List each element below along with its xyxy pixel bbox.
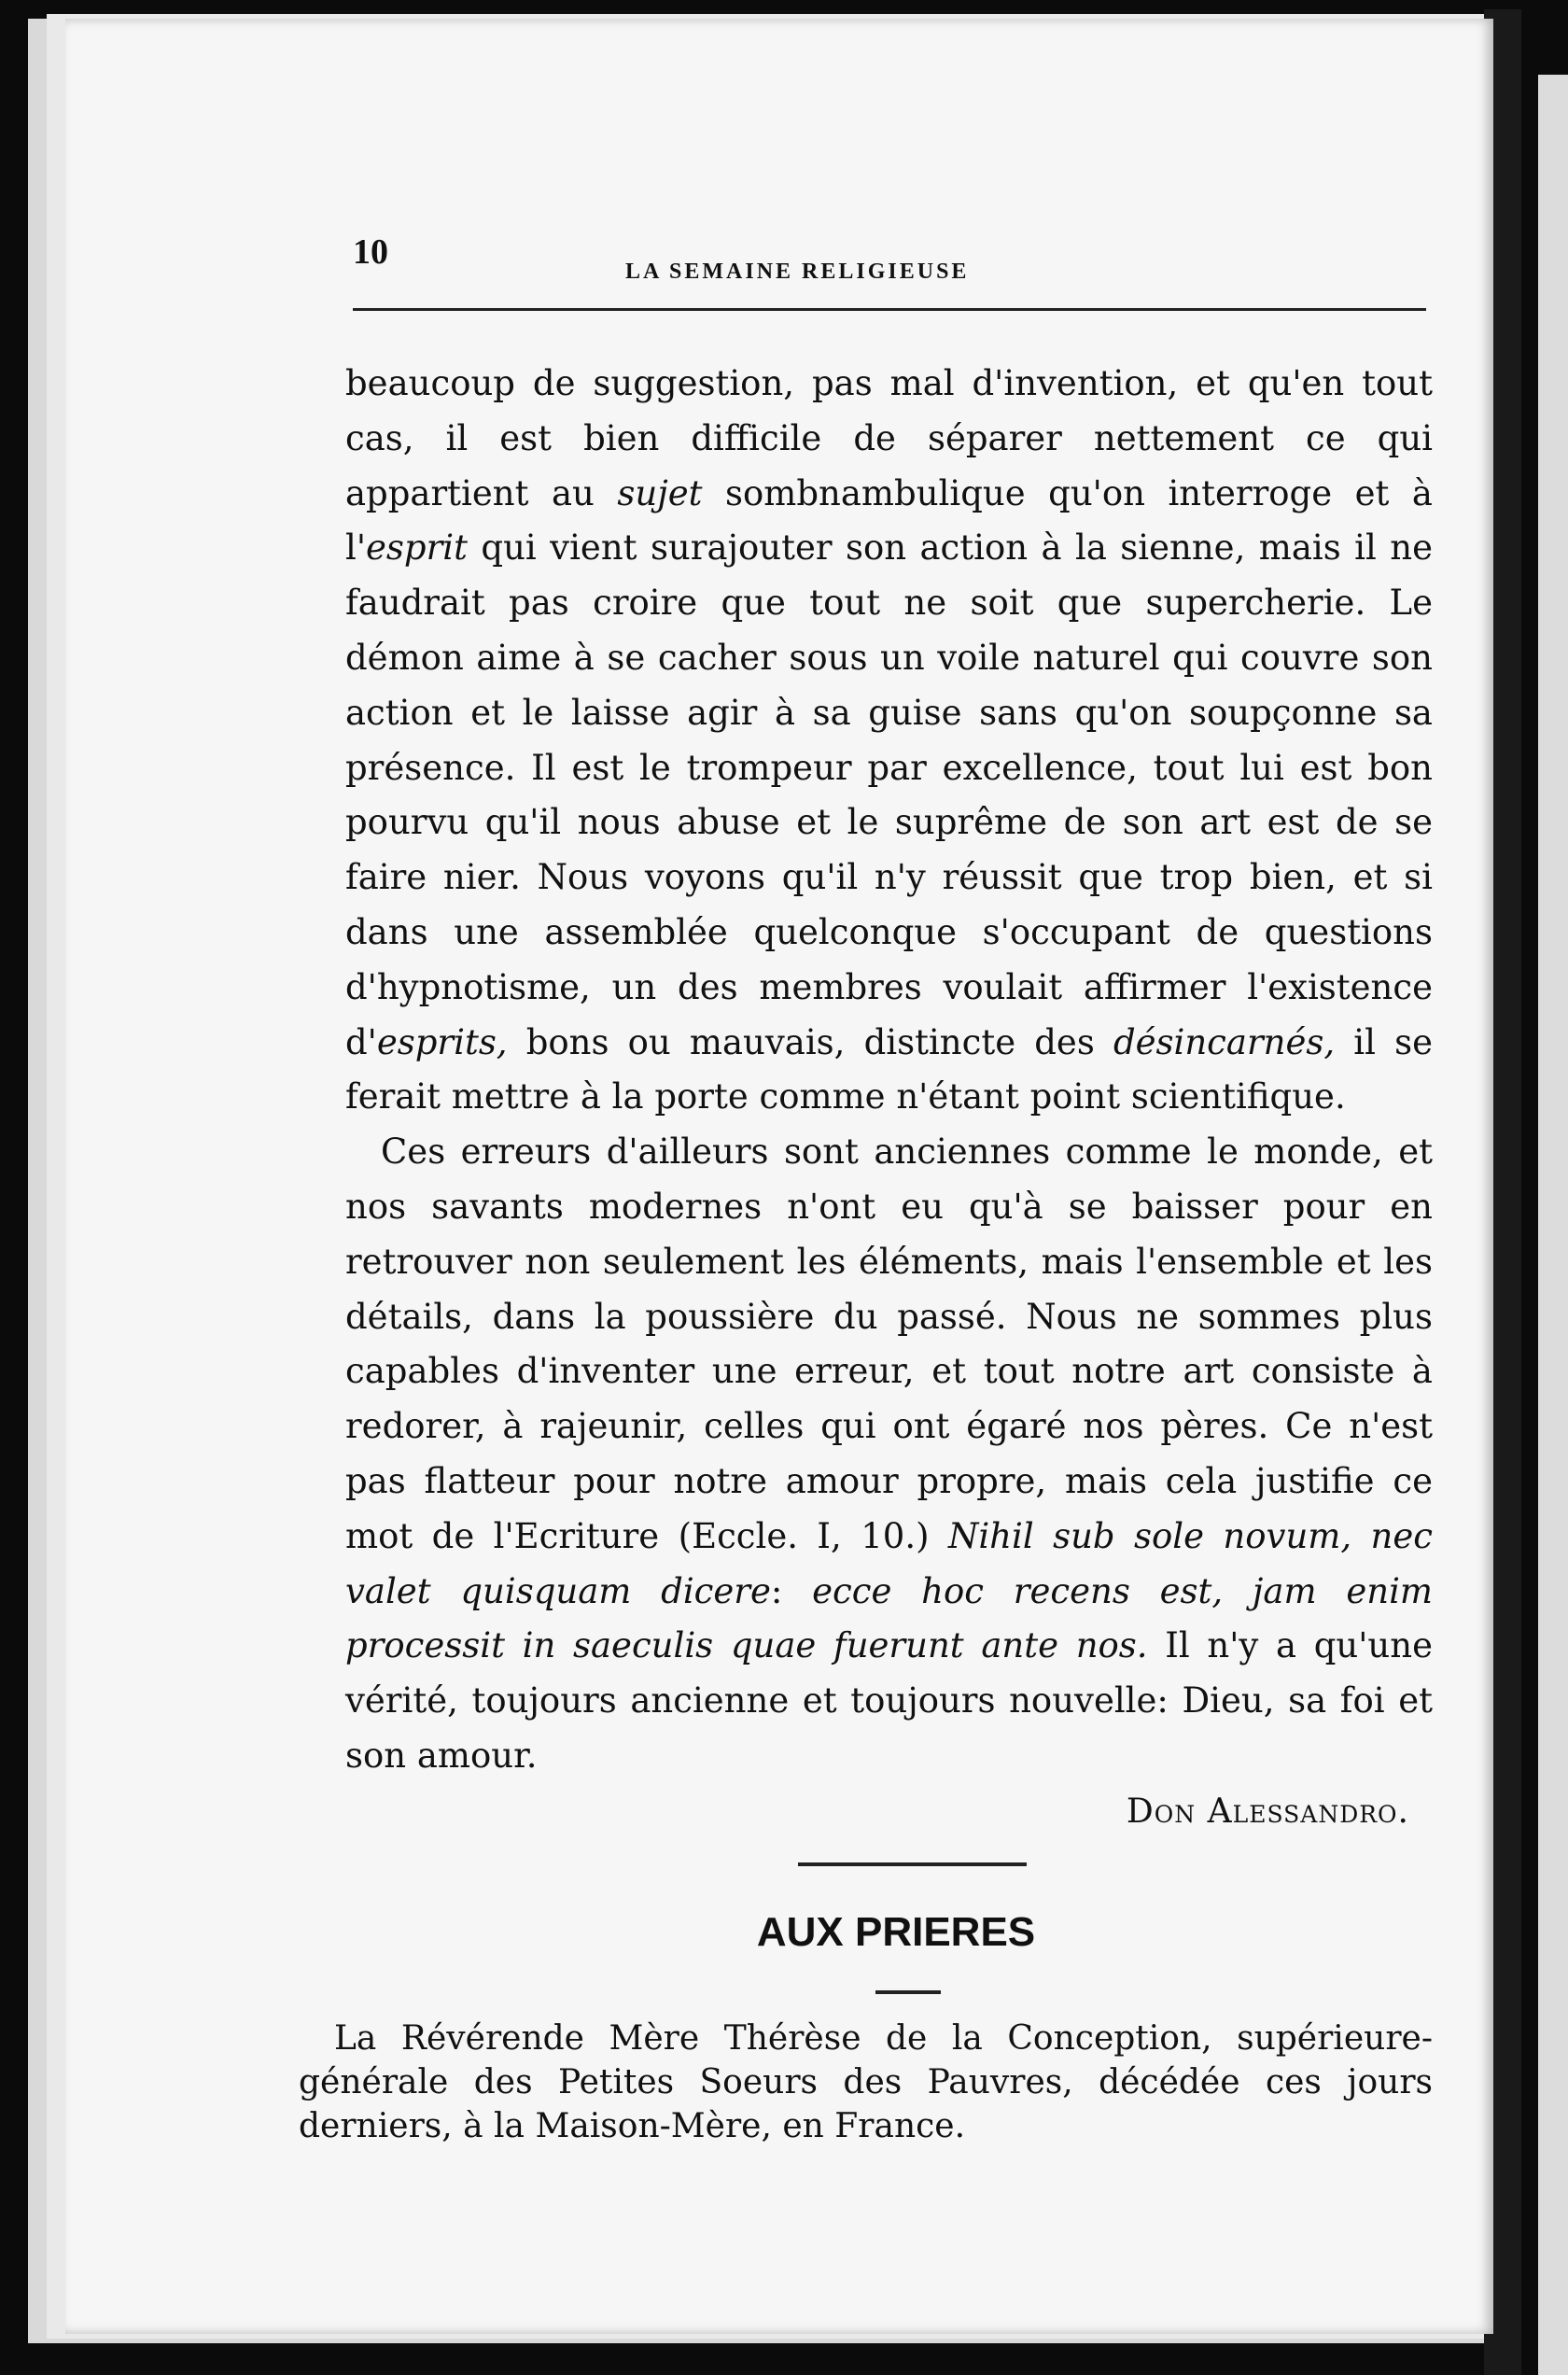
header-rule [353, 308, 1426, 311]
italic-esprit: esprit [366, 527, 468, 569]
latin-quote-1: Nihil sub sole novum, nec valet quisquam dicere [345, 1515, 1433, 1611]
article-body [345, 357, 1433, 1784]
latin-quote-2: ecce hoc recens est, jam enim processit in saeculis quae fuerunt ante nos. [345, 1570, 1433, 1666]
book-page [65, 19, 1493, 2334]
paragraph-2: Ces erreurs d'ailleurs sont anciennes comme le monde, et nos savants modernes n'ont eu qu'à se baisser pour en retrouver non seulement les éléments, mais l'ensemble et les détails, dans la poussière du passé. Nous ne sommes plus capables d'inventer une erreur, et tout notre art consiste à redorer, à rajeunir, celles qui ont égaré nos pères. Ce n'est pas flatteur pour notre amour propre, mais cela justifie ce mot de l'Ecriture (Eccle. I, 10.) Nihil sub sole novum, nec valet quisquam dicere: ecce hoc recens est, jam enim processit in saeculis quae fuerunt ante nos. Il n'y a qu'une vérité, toujours ancienne et toujours nouvelle: Dieu, sa foi et son amour. [345, 1131, 1433, 1776]
page-number: 10 [353, 232, 388, 272]
running-title: LA SEMAINE RELIGIEUSE [625, 260, 970, 284]
paragraph-1: beaucoup de suggestion, pas mal d'invention, et qu'en tout cas, il est bien difficile de séparer nettement ce qui appartient au sujet sombnambulique qu'on interroge et à l'esprit qui vient surajouter son action à la sienne, mais il ne faudrait pas croire que tout ne soit que supercherie. Le démon aime à se cacher sous un voile naturel qui couvre son action et le laisse agir à sa guise sans qu'on soupçonne sa présence. Il est le trompeur par excellence, tout lui est bon pourvu qu'il nous abuse et le suprême de son art est de se faire nier. Nous voyons qu'il n'y réussit que trop bien, et si dans une assemblée quelconque s'occupant de questions d'hypnotisme, un des membres voulait affirmer l'existence d'esprits, bons ou mauvais, distincte des désincarnés, il se ferait mettre à la porte comme n'étant point scientifique. [345, 363, 1433, 1117]
italic-desincarnes: désincarnés, [1113, 1021, 1336, 1062]
running-header [345, 232, 1447, 297]
section-title: AUX PRIERES [756, 1909, 1036, 1955]
section-divider [798, 1862, 1027, 1866]
italic-sujet: sujet [617, 472, 703, 513]
author-signature: Don Alessandro. [1126, 1792, 1409, 1831]
section-title-underline [875, 1990, 941, 1994]
prayer-notice: La Révérende Mère Thérèse de la Conception, supérieure-générale des Petites Soeurs des Pauvres, décédée ces jours derniers, à la Maison-Mère, en France. [299, 2019, 1433, 2145]
facing-page-edge [1538, 75, 1568, 2375]
italic-esprits: esprits, [376, 1021, 508, 1062]
